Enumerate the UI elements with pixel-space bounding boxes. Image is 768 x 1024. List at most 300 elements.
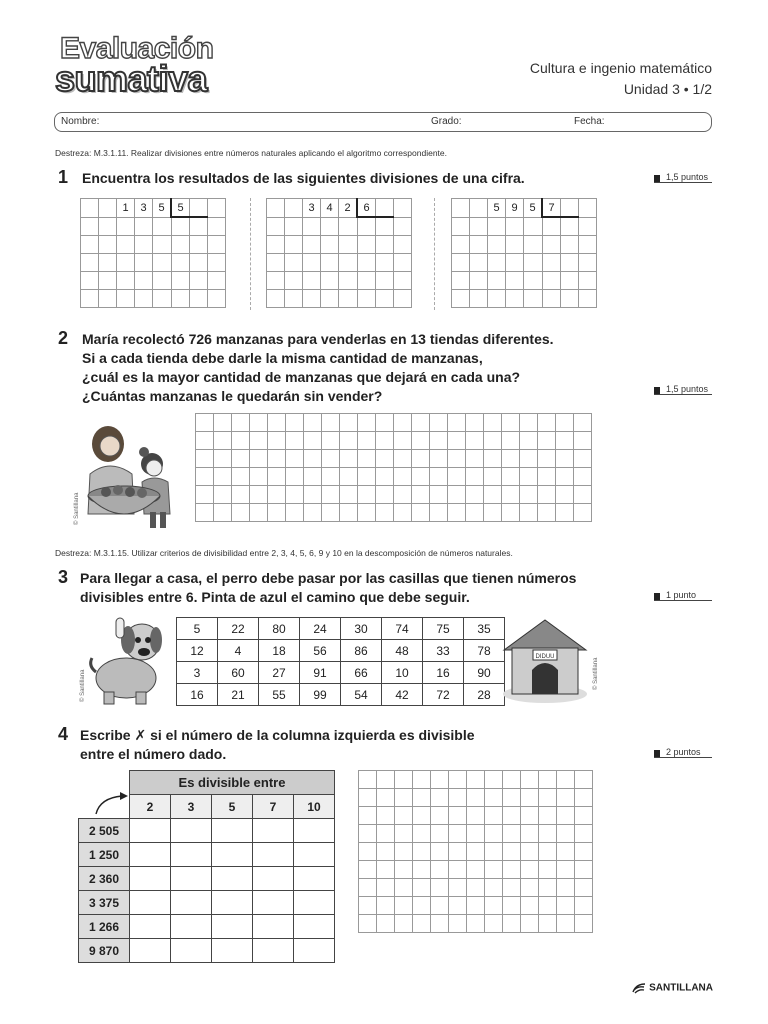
grid-cell[interactable]: [339, 217, 358, 236]
grid-cell[interactable]: [485, 843, 503, 861]
grid-cell[interactable]: [575, 807, 593, 825]
grid-cell[interactable]: [542, 254, 561, 272]
grid-cell[interactable]: [99, 236, 117, 254]
number-cell[interactable]: 24: [300, 618, 341, 640]
mark-cell[interactable]: [253, 915, 294, 939]
grid-cell[interactable]: [579, 199, 597, 218]
grid-cell[interactable]: [377, 897, 395, 915]
grid-cell[interactable]: [502, 504, 520, 522]
grid-cell[interactable]: [153, 254, 172, 272]
grid-cell[interactable]: [413, 843, 431, 861]
grid-cell[interactable]: [503, 771, 521, 789]
grid-cell[interactable]: [467, 861, 485, 879]
mark-cell[interactable]: [294, 843, 335, 867]
grid-cell[interactable]: [556, 468, 574, 486]
grid-cell[interactable]: [339, 272, 358, 290]
grid-cell[interactable]: [267, 254, 285, 272]
grid-cell[interactable]: [538, 468, 556, 486]
grid-cell[interactable]: [448, 432, 466, 450]
grid-cell[interactable]: [214, 432, 232, 450]
number-cell[interactable]: 80: [259, 618, 300, 640]
grid-cell[interactable]: [268, 486, 286, 504]
grid-cell[interactable]: [359, 843, 377, 861]
grid-cell[interactable]: [394, 217, 412, 236]
grid-cell[interactable]: [470, 254, 488, 272]
grid-cell[interactable]: [322, 414, 340, 432]
divisor-digit[interactable]: 5: [171, 199, 190, 218]
grid-cell[interactable]: [394, 254, 412, 272]
grid-cell[interactable]: [467, 843, 485, 861]
grid-cell[interactable]: [524, 217, 543, 236]
grid-cell[interactable]: [539, 825, 557, 843]
grid-cell[interactable]: [539, 879, 557, 897]
mark-cell[interactable]: [171, 843, 212, 867]
grid-cell[interactable]: [394, 199, 412, 218]
grid-cell[interactable]: [286, 468, 304, 486]
grid-cell[interactable]: [561, 254, 579, 272]
grid-cell[interactable]: [394, 272, 412, 290]
number-cell[interactable]: 18: [259, 640, 300, 662]
dividend-digit[interactable]: 3: [135, 199, 153, 218]
grid-cell[interactable]: [286, 504, 304, 522]
grid-cell[interactable]: [267, 236, 285, 254]
grid-cell[interactable]: [214, 504, 232, 522]
mark-cell[interactable]: [294, 915, 335, 939]
grid-cell[interactable]: [524, 236, 543, 254]
grid-cell[interactable]: [524, 272, 543, 290]
grid-cell[interactable]: [99, 217, 117, 236]
grid-cell[interactable]: [452, 290, 470, 308]
grid-cell[interactable]: [268, 504, 286, 522]
grid-cell[interactable]: [376, 236, 394, 254]
grid-cell[interactable]: [359, 915, 377, 933]
grid-cell[interactable]: [394, 236, 412, 254]
grid-cell[interactable]: [232, 504, 250, 522]
date-field[interactable]: Fecha:: [574, 116, 605, 127]
grid-cell[interactable]: [521, 771, 539, 789]
grid-cell[interactable]: [196, 450, 214, 468]
grid-cell[interactable]: [99, 254, 117, 272]
grid-cell[interactable]: [556, 432, 574, 450]
grid-cell[interactable]: [538, 414, 556, 432]
grid-cell[interactable]: [506, 254, 524, 272]
number-cell[interactable]: 10: [382, 662, 423, 684]
dividend-digit[interactable]: 1: [117, 199, 135, 218]
grid-cell[interactable]: [376, 414, 394, 432]
dividend-digit[interactable]: 5: [153, 199, 172, 218]
grid-cell[interactable]: [413, 807, 431, 825]
grid-cell[interactable]: [502, 414, 520, 432]
mark-cell[interactable]: [130, 939, 171, 963]
grid-cell[interactable]: [542, 217, 561, 236]
grid-cell[interactable]: [430, 414, 448, 432]
grid-cell[interactable]: [539, 897, 557, 915]
grid-cell[interactable]: [395, 861, 413, 879]
grid-cell[interactable]: [196, 414, 214, 432]
grid-cell[interactable]: [579, 217, 597, 236]
grid-cell[interactable]: [285, 236, 303, 254]
grid-cell[interactable]: [81, 290, 99, 308]
grid-cell[interactable]: [575, 825, 593, 843]
grid-cell[interactable]: [304, 504, 322, 522]
division-grid-1[interactable]: [80, 198, 226, 308]
grid-cell[interactable]: [431, 771, 449, 789]
grid-cell[interactable]: [340, 450, 358, 468]
grid-cell[interactable]: [579, 236, 597, 254]
grid-cell[interactable]: [561, 217, 579, 236]
grid-cell[interactable]: [561, 236, 579, 254]
grid-cell[interactable]: [268, 414, 286, 432]
grid-cell[interactable]: [357, 236, 376, 254]
mark-cell[interactable]: [253, 891, 294, 915]
mark-cell[interactable]: [130, 867, 171, 891]
grid-cell[interactable]: [285, 290, 303, 308]
grid-cell[interactable]: [484, 432, 502, 450]
grid-cell[interactable]: [117, 236, 135, 254]
grid-cell[interactable]: [412, 450, 430, 468]
grid-cell[interactable]: [394, 468, 412, 486]
grid-cell[interactable]: [250, 450, 268, 468]
grid-cell[interactable]: [359, 807, 377, 825]
grid-cell[interactable]: [502, 450, 520, 468]
grid-cell[interactable]: [448, 450, 466, 468]
grid-cell[interactable]: [431, 843, 449, 861]
grid-cell[interactable]: [502, 432, 520, 450]
grid-cell[interactable]: [542, 272, 561, 290]
grid-cell[interactable]: [171, 290, 190, 308]
grid-cell[interactable]: [448, 504, 466, 522]
grid-cell[interactable]: [448, 468, 466, 486]
grid-cell[interactable]: [171, 236, 190, 254]
grid-cell[interactable]: [413, 789, 431, 807]
grid-cell[interactable]: [413, 825, 431, 843]
grid-cell[interactable]: [250, 468, 268, 486]
grid-cell[interactable]: [286, 432, 304, 450]
number-cell[interactable]: 42: [382, 684, 423, 706]
grid-cell[interactable]: [521, 843, 539, 861]
grid-cell[interactable]: [484, 468, 502, 486]
number-cell[interactable]: 33: [423, 640, 464, 662]
grid-cell[interactable]: [524, 254, 543, 272]
grid-cell[interactable]: [485, 825, 503, 843]
grid-cell[interactable]: [394, 432, 412, 450]
grid-cell[interactable]: [452, 254, 470, 272]
grid-cell[interactable]: [196, 504, 214, 522]
grid-cell[interactable]: [190, 217, 208, 236]
grid-cell[interactable]: [430, 432, 448, 450]
grid-cell[interactable]: [521, 807, 539, 825]
grid-cell[interactable]: [574, 432, 592, 450]
grid-cell[interactable]: [575, 789, 593, 807]
grid-cell[interactable]: [340, 504, 358, 522]
grid-cell[interactable]: [135, 254, 153, 272]
grid-cell[interactable]: [430, 486, 448, 504]
grid-cell[interactable]: [470, 236, 488, 254]
grid-cell[interactable]: [452, 236, 470, 254]
dividend-digit[interactable]: 3: [303, 199, 321, 218]
grid-cell[interactable]: [303, 254, 321, 272]
grid-cell[interactable]: [466, 504, 484, 522]
grid-cell[interactable]: [285, 217, 303, 236]
mark-cell[interactable]: [171, 819, 212, 843]
grid-cell[interactable]: [575, 897, 593, 915]
mark-cell[interactable]: [212, 915, 253, 939]
grid-cell[interactable]: [359, 825, 377, 843]
grid-cell[interactable]: [304, 432, 322, 450]
grid-cell[interactable]: [153, 236, 172, 254]
grid-cell[interactable]: [448, 414, 466, 432]
grid-cell[interactable]: [304, 414, 322, 432]
grid-cell[interactable]: [267, 199, 285, 218]
number-cell[interactable]: 16: [177, 684, 218, 706]
grid-cell[interactable]: [470, 217, 488, 236]
grid-cell[interactable]: [250, 432, 268, 450]
grid-cell[interactable]: [503, 897, 521, 915]
grid-cell[interactable]: [574, 450, 592, 468]
grid-cell[interactable]: [556, 414, 574, 432]
grid-cell[interactable]: [377, 879, 395, 897]
grid-cell[interactable]: [214, 450, 232, 468]
grid-cell[interactable]: [521, 897, 539, 915]
grid-cell[interactable]: [542, 290, 561, 308]
grid-cell[interactable]: [449, 897, 467, 915]
grid-cell[interactable]: [574, 414, 592, 432]
grid-cell[interactable]: [376, 290, 394, 308]
grid-cell[interactable]: [250, 486, 268, 504]
grid-cell[interactable]: [556, 486, 574, 504]
grid-cell[interactable]: [431, 807, 449, 825]
mark-cell[interactable]: [294, 867, 335, 891]
grid-cell[interactable]: [81, 272, 99, 290]
number-cell[interactable]: 4: [218, 640, 259, 662]
mark-cell[interactable]: [212, 939, 253, 963]
grid-cell[interactable]: [232, 414, 250, 432]
mark-cell[interactable]: [253, 819, 294, 843]
grid-cell[interactable]: [539, 843, 557, 861]
number-cell[interactable]: 75: [423, 618, 464, 640]
grid-cell[interactable]: [556, 504, 574, 522]
grid-cell[interactable]: [304, 486, 322, 504]
divisor-digit[interactable]: 7: [542, 199, 561, 218]
grid-cell[interactable]: [449, 807, 467, 825]
grid-cell[interactable]: [377, 843, 395, 861]
grid-cell[interactable]: [153, 272, 172, 290]
grid-cell[interactable]: [359, 861, 377, 879]
grid-cell[interactable]: [521, 861, 539, 879]
grid-cell[interactable]: [503, 843, 521, 861]
grid-cell[interactable]: [171, 217, 190, 236]
grid-cell[interactable]: [484, 450, 502, 468]
grid-cell[interactable]: [303, 236, 321, 254]
grid-cell[interactable]: [232, 486, 250, 504]
grid-cell[interactable]: [268, 432, 286, 450]
grid-cell[interactable]: [452, 199, 470, 218]
mark-cell[interactable]: [130, 843, 171, 867]
grid-cell[interactable]: [488, 236, 506, 254]
grid-cell[interactable]: [452, 272, 470, 290]
grid-cell[interactable]: [303, 217, 321, 236]
number-cell[interactable]: 74: [382, 618, 423, 640]
mark-cell[interactable]: [171, 867, 212, 891]
grid-cell[interactable]: [488, 272, 506, 290]
grid-cell[interactable]: [395, 825, 413, 843]
mark-cell[interactable]: [212, 891, 253, 915]
grid-cell[interactable]: [303, 290, 321, 308]
grid-cell[interactable]: [485, 861, 503, 879]
grid-cell[interactable]: [520, 486, 538, 504]
mark-cell[interactable]: [212, 819, 253, 843]
grid-cell[interactable]: [376, 199, 394, 218]
grid-cell[interactable]: [538, 450, 556, 468]
grid-cell[interactable]: [395, 789, 413, 807]
grid-cell[interactable]: [520, 414, 538, 432]
grid-cell[interactable]: [196, 468, 214, 486]
grid-cell[interactable]: [376, 432, 394, 450]
grid-cell[interactable]: [466, 414, 484, 432]
grid-cell[interactable]: [286, 414, 304, 432]
mark-cell[interactable]: [294, 819, 335, 843]
grid-cell[interactable]: [322, 432, 340, 450]
divisor-digit[interactable]: 6: [357, 199, 376, 218]
grid-cell[interactable]: [521, 879, 539, 897]
grid-cell[interactable]: [485, 915, 503, 933]
grid-cell[interactable]: [357, 217, 376, 236]
grid-cell[interactable]: [153, 217, 172, 236]
grid-cell[interactable]: [322, 468, 340, 486]
dividend-digit[interactable]: 5: [488, 199, 506, 218]
number-cell[interactable]: 16: [423, 662, 464, 684]
grid-cell[interactable]: [322, 486, 340, 504]
number-cell[interactable]: 12: [177, 640, 218, 662]
number-cell[interactable]: 35: [464, 618, 505, 640]
grid-cell[interactable]: [539, 807, 557, 825]
grid-cell[interactable]: [431, 897, 449, 915]
grid-cell[interactable]: [579, 290, 597, 308]
number-cell[interactable]: 54: [341, 684, 382, 706]
grid-cell[interactable]: [394, 450, 412, 468]
grid-cell[interactable]: [574, 504, 592, 522]
number-cell[interactable]: 72: [423, 684, 464, 706]
number-cell[interactable]: 90: [464, 662, 505, 684]
grid-cell[interactable]: [467, 825, 485, 843]
grid-cell[interactable]: [521, 789, 539, 807]
grid-cell[interactable]: [557, 861, 575, 879]
grid-cell[interactable]: [376, 450, 394, 468]
grid-cell[interactable]: [377, 915, 395, 933]
grid-cell[interactable]: [502, 468, 520, 486]
grid-cell[interactable]: [449, 825, 467, 843]
grid-cell[interactable]: [575, 771, 593, 789]
grid-cell[interactable]: [395, 771, 413, 789]
grid-cell[interactable]: [413, 915, 431, 933]
number-cell[interactable]: 99: [300, 684, 341, 706]
grid-cell[interactable]: [556, 450, 574, 468]
grid-cell[interactable]: [357, 272, 376, 290]
grid-cell[interactable]: [267, 217, 285, 236]
grid-cell[interactable]: [171, 272, 190, 290]
grid-cell[interactable]: [304, 450, 322, 468]
number-cell[interactable]: 3: [177, 662, 218, 684]
grid-cell[interactable]: [488, 217, 506, 236]
dividend-digit[interactable]: 4: [321, 199, 339, 218]
grid-cell[interactable]: [503, 789, 521, 807]
grid-cell[interactable]: [488, 254, 506, 272]
grid-cell[interactable]: [449, 861, 467, 879]
grid-cell[interactable]: [303, 272, 321, 290]
grid-cell[interactable]: [538, 432, 556, 450]
grid-cell[interactable]: [268, 450, 286, 468]
grid-cell[interactable]: [557, 771, 575, 789]
number-cell[interactable]: 91: [300, 662, 341, 684]
grid-cell[interactable]: [376, 272, 394, 290]
grid-cell[interactable]: [413, 879, 431, 897]
grid-cell[interactable]: [413, 861, 431, 879]
number-cell[interactable]: 27: [259, 662, 300, 684]
grid-cell[interactable]: [250, 504, 268, 522]
grid-cell[interactable]: [538, 504, 556, 522]
grid-cell[interactable]: [208, 217, 226, 236]
grid-cell[interactable]: [448, 486, 466, 504]
grid-cell[interactable]: [357, 290, 376, 308]
grid-cell[interactable]: [503, 861, 521, 879]
grid-cell[interactable]: [579, 272, 597, 290]
grid-cell[interactable]: [232, 468, 250, 486]
grid-cell[interactable]: [449, 879, 467, 897]
grid-cell[interactable]: [467, 879, 485, 897]
grid-cell[interactable]: [430, 504, 448, 522]
grid-cell[interactable]: [394, 504, 412, 522]
grid-cell[interactable]: [395, 843, 413, 861]
grid-cell[interactable]: [413, 897, 431, 915]
grid-cell[interactable]: [395, 897, 413, 915]
grid-cell[interactable]: [376, 504, 394, 522]
grid-cell[interactable]: [557, 789, 575, 807]
grid-cell[interactable]: [359, 789, 377, 807]
grid-cell[interactable]: [81, 217, 99, 236]
grid-cell[interactable]: [506, 217, 524, 236]
grid-cell[interactable]: [539, 915, 557, 933]
grid-cell[interactable]: [268, 468, 286, 486]
grid-cell[interactable]: [395, 915, 413, 933]
grid-cell[interactable]: [506, 272, 524, 290]
grid-cell[interactable]: [485, 771, 503, 789]
grid-cell[interactable]: [395, 807, 413, 825]
grid-cell[interactable]: [99, 290, 117, 308]
grid-cell[interactable]: [520, 432, 538, 450]
division-grid-3[interactable]: [451, 198, 597, 308]
grid-cell[interactable]: [430, 450, 448, 468]
grid-cell[interactable]: [431, 861, 449, 879]
grid-cell[interactable]: [339, 254, 358, 272]
grid-cell[interactable]: [99, 272, 117, 290]
division-grid-2[interactable]: [266, 198, 412, 308]
grid-cell[interactable]: [488, 290, 506, 308]
divisibility-path-table[interactable]: [176, 617, 505, 706]
grid-cell[interactable]: [394, 486, 412, 504]
grid-cell[interactable]: [431, 915, 449, 933]
grid-cell[interactable]: [430, 468, 448, 486]
mark-cell[interactable]: [130, 819, 171, 843]
grid-cell[interactable]: [539, 861, 557, 879]
grid-cell[interactable]: [232, 432, 250, 450]
grid-cell[interactable]: [467, 771, 485, 789]
grid-cell[interactable]: [304, 468, 322, 486]
grid-cell[interactable]: [250, 414, 268, 432]
grid-cell[interactable]: [412, 432, 430, 450]
grid-cell[interactable]: [208, 254, 226, 272]
grid-cell[interactable]: [321, 254, 339, 272]
grid-cell[interactable]: [561, 290, 579, 308]
